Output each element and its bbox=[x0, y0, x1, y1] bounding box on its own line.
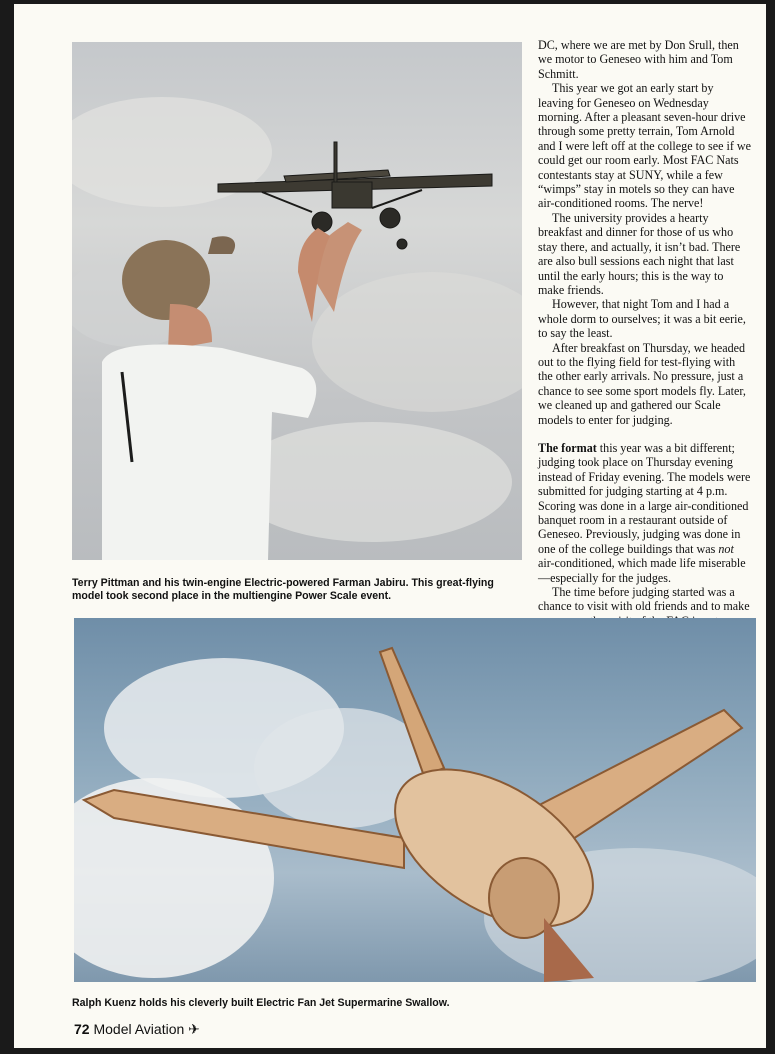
photo-farman-jabiru bbox=[72, 42, 522, 560]
page-number: 72 bbox=[74, 1021, 90, 1037]
article-paragraph: After breakfast on Thursday, we headed out to the flying field for test-flying with the other early arrivals. No pressure, just a chance to see some sport models fly. Later, we cleaned up and gathered our Scale models to enter for judging. bbox=[538, 340, 746, 427]
article-paragraph bbox=[538, 441, 752, 585]
airplane-icon: ✈ bbox=[188, 1021, 200, 1037]
article-paragraph: This year we got an early start by leaving for Geneseo on Wednesday morning. After a pleasant seven-hour drive through some pretty terrain, Tom Arnold and I were left off at the college to see if we could get our room early. Most FAC Nats contestants stay at SUNY, while a few “wimps” stay in motels so they can have air-conditioned rooms. The nerve! bbox=[538, 81, 751, 211]
farman-jabiru-illustration bbox=[72, 42, 522, 560]
photo-supermarine-swallow bbox=[74, 618, 756, 982]
magazine-page bbox=[14, 4, 766, 1048]
article-column bbox=[538, 38, 752, 628]
article-paragraph: The university provides a hearty breakfast and dinner for those of us who stay there, and actually, it isn’t bad. There are also bull sessions each night that last until the early hours; this is the way to make friends. bbox=[538, 210, 741, 297]
paragraph-text: air-conditioned, which made life miserable—especially for the judges. bbox=[538, 556, 746, 585]
supermarine-swallow-illustration bbox=[74, 618, 756, 982]
photo-caption-top: Terry Pittman and his twin-engine Electric-powered Farman Jabiru. This great-flying model took second place in the multiengine Power Scale event. bbox=[72, 577, 494, 602]
emphasis-text: not bbox=[718, 541, 734, 556]
article-paragraph: However, that night Tom and I had a whole dorm to ourselves; it was a bit eerie, to say the least. bbox=[538, 297, 746, 341]
paragraph-text: this year was a bit different; judging took place on Thursday evening instead of Friday evening. The models were submitted for judging starting at 4 p.m. Scoring was done in a large air-conditioned banquet room in a restaurant outside of Geneseo. Previously, judging was done in one of the college buildings that was bbox=[538, 440, 751, 556]
section-lead-in: The format bbox=[538, 440, 597, 455]
article-paragraph: DC, where we are met by Don Srull, then we motor to Geneseo with him and Tom Schmitt. bbox=[538, 38, 739, 81]
article-paragraph: The time before judging started was a chance to visit with old friends and to make bbox=[538, 585, 750, 614]
magazine-name: Model Aviation bbox=[93, 1021, 185, 1037]
photo-caption-bottom: Ralph Kuenz holds his cleverly built Electric Fan Jet Supermarine Swallow. bbox=[72, 997, 450, 1009]
page-folio bbox=[74, 1021, 200, 1038]
